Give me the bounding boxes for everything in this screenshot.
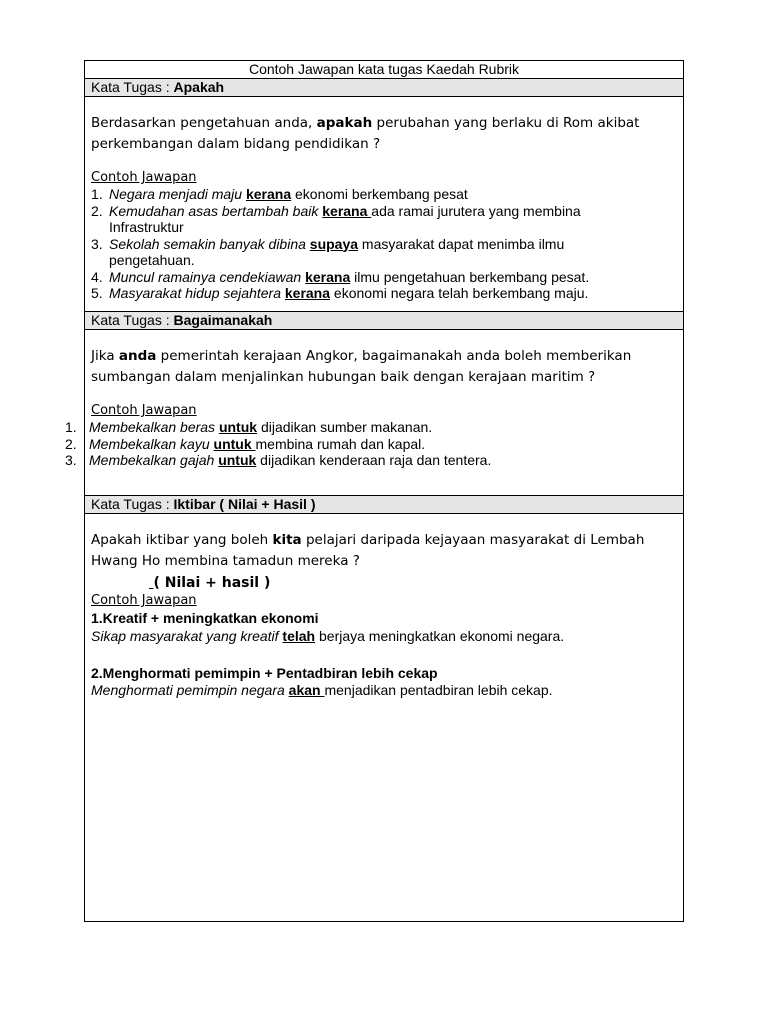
section-iktibar xyxy=(85,495,683,699)
list-item: 1. Negara menjadi maju kerana ekonomi berkembang pesat xyxy=(91,186,468,202)
list-item: 1. Membekalkan beras untuk dijadikan sumber makanan. xyxy=(65,419,433,435)
page-title: Contoh Jawapan kata tugas Kaedah Rubrik xyxy=(85,61,683,79)
list-item: 2. Kemudahan asas bertambah baik kerana ada ramai jurutera yang membina Infrastruktur xyxy=(91,202,581,235)
rubric-table xyxy=(65,60,684,922)
section-label: Kata Tugas : xyxy=(91,312,174,328)
answer-heading: Contoh Jawapan xyxy=(91,170,197,185)
section-keyword: Apakah xyxy=(173,79,225,95)
question-text: Apakah iktibar yang boleh kita pelajari daripada kejayaan masyarakat di Lembah Hwang Ho membina tamadun mereka ? xyxy=(91,532,645,569)
section-bagaimanakah xyxy=(65,311,683,495)
section-header xyxy=(85,311,683,330)
question-text: Jika anda pemerintah kerajaan Angkor, bagaimanakah anda boleh memberikan sumbangan dalam menjalinkan hubungan baik dengan kerajaan maritim ? xyxy=(91,348,632,385)
list-item: 2. Membekalkan kayu untuk membina rumah dan kapal. xyxy=(65,435,426,452)
section-keyword: Iktibar ( Nilai + Hasil ) xyxy=(173,496,316,512)
section-keyword: Bagaimanakah xyxy=(173,312,273,328)
answer-list xyxy=(85,186,683,302)
list-item: 4. Muncul ramainya cendekiawan kerana ilmu pengetahuan berkembang pesat. xyxy=(91,268,590,285)
section-header xyxy=(85,79,683,97)
answer-heading: Contoh Jawapan xyxy=(91,593,197,608)
item-text: Menghormati pemimpin negara akan menjadikan pentadbiran lebih cekap. xyxy=(91,682,553,698)
answer-heading: Contoh Jawapan xyxy=(91,403,197,418)
section-apakah xyxy=(85,79,683,311)
question-text: Berdasarkan pengetahuan anda, apakah perubahan yang berlaku di Rom akibat perkembangan dalam bidang pendidikan ? xyxy=(91,115,640,152)
item-text: Sikap masyarakat yang kreatif telah berjaya meningkatkan ekonomi negara. xyxy=(91,628,565,644)
item-heading: 2.Menghormati pemimpin + Pentadbiran lebih cekap xyxy=(91,665,438,681)
item-heading: 1.Kreatif + meningkatkan ekonomi xyxy=(91,610,319,626)
list-item: 5. Masyarakat hidup sejahtera kerana ekonomi negara telah berkembang maju. xyxy=(91,285,589,301)
section-label: Kata Tugas : xyxy=(91,79,174,95)
section-label: Kata Tugas : xyxy=(91,496,174,512)
answer-list xyxy=(65,419,683,469)
section-header xyxy=(85,495,683,514)
formula-text: ( Nilai + hasil ) xyxy=(153,575,271,591)
list-item: 3. Membekalkan gajah untuk dijadikan kenderaan raja dan tentera. xyxy=(65,452,492,468)
list-item: 3. Sekolah semakin banyak dibina supaya masyarakat dapat menimba ilmu pengetahuan. xyxy=(91,235,565,268)
